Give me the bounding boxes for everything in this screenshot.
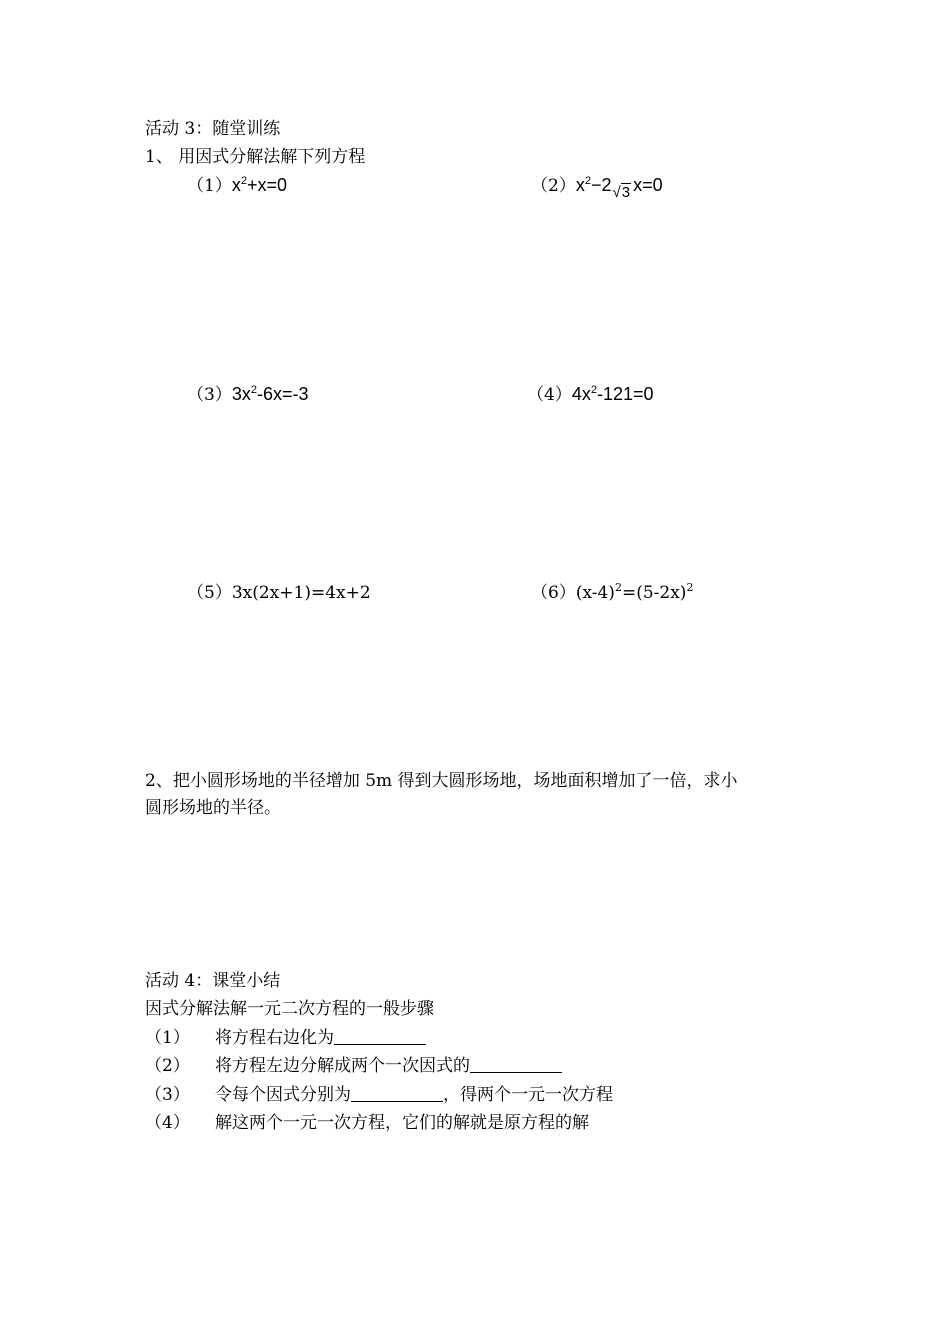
question-2-line-1: 2、把小圆形场地的半径增加 5m 得到大圆形场地，场地面积增加了一倍，求小: [145, 771, 738, 791]
sqrt-symbol: √3: [612, 184, 631, 201]
summary-step-3: [145, 1084, 613, 1106]
equation-2: [531, 174, 663, 201]
equation-5: [187, 582, 371, 604]
step-text: 解这两个一元一次方程，它们的解就是原方程的解: [215, 1113, 589, 1133]
equation-expr: $(x-4)^2=(5-2x)^2$: [575, 581, 694, 603]
fill-blank[interactable]: [334, 1028, 426, 1045]
equation-6: [531, 582, 693, 604]
equation-label: （2）: [531, 176, 576, 196]
summary-step-1: [145, 1027, 426, 1049]
equation-1: [187, 174, 287, 197]
activity-4-title: 活动 4：课堂小结: [145, 971, 281, 991]
summary-step-2: [145, 1055, 562, 1077]
question-2-line-2: 圆形场地的半径。: [145, 798, 281, 818]
activity-4-subtitle: 因式分解法解一元二次方程的一般步骤: [145, 999, 434, 1019]
step-text-after: ，得两个一元一次方程: [443, 1085, 613, 1105]
equation-expr: $4x^2-121=0$: [571, 384, 654, 404]
question-2: [145, 768, 825, 822]
step-number: （2）: [145, 1056, 190, 1076]
step-text: 将方程左边分解成两个一次因式的: [215, 1056, 470, 1076]
equation-3: [187, 383, 309, 406]
question-1-heading: 1、 用因式分解法解下列方程: [145, 147, 366, 167]
fill-blank[interactable]: [351, 1085, 443, 1102]
step-text: 令每个因式分别为: [215, 1085, 351, 1105]
equation-label: （6）: [531, 583, 576, 603]
fill-blank[interactable]: [470, 1056, 562, 1073]
summary-step-4: [145, 1112, 589, 1134]
equation-expr: 3x(2x+1)=4x+2: [231, 583, 371, 603]
equation-label: （3）: [187, 385, 232, 405]
equation-4: [527, 383, 654, 406]
equation-label: （1）: [187, 176, 232, 196]
equation-label: （5）: [187, 583, 232, 603]
step-number: （1）: [145, 1028, 190, 1048]
equation-expr: $x^2+x=0$: [231, 175, 287, 195]
equation-label: （4）: [527, 385, 572, 405]
activity-3-title: 活动 3：随堂训练: [145, 119, 281, 139]
step-text: 将方程右边化为: [215, 1028, 334, 1048]
step-number: （4）: [145, 1113, 190, 1133]
equation-expr: $x^2-2√3$ x=0: [576, 175, 663, 195]
step-number: （3）: [145, 1085, 190, 1105]
equation-expr: $3x^2-6x=-3$: [231, 384, 309, 404]
